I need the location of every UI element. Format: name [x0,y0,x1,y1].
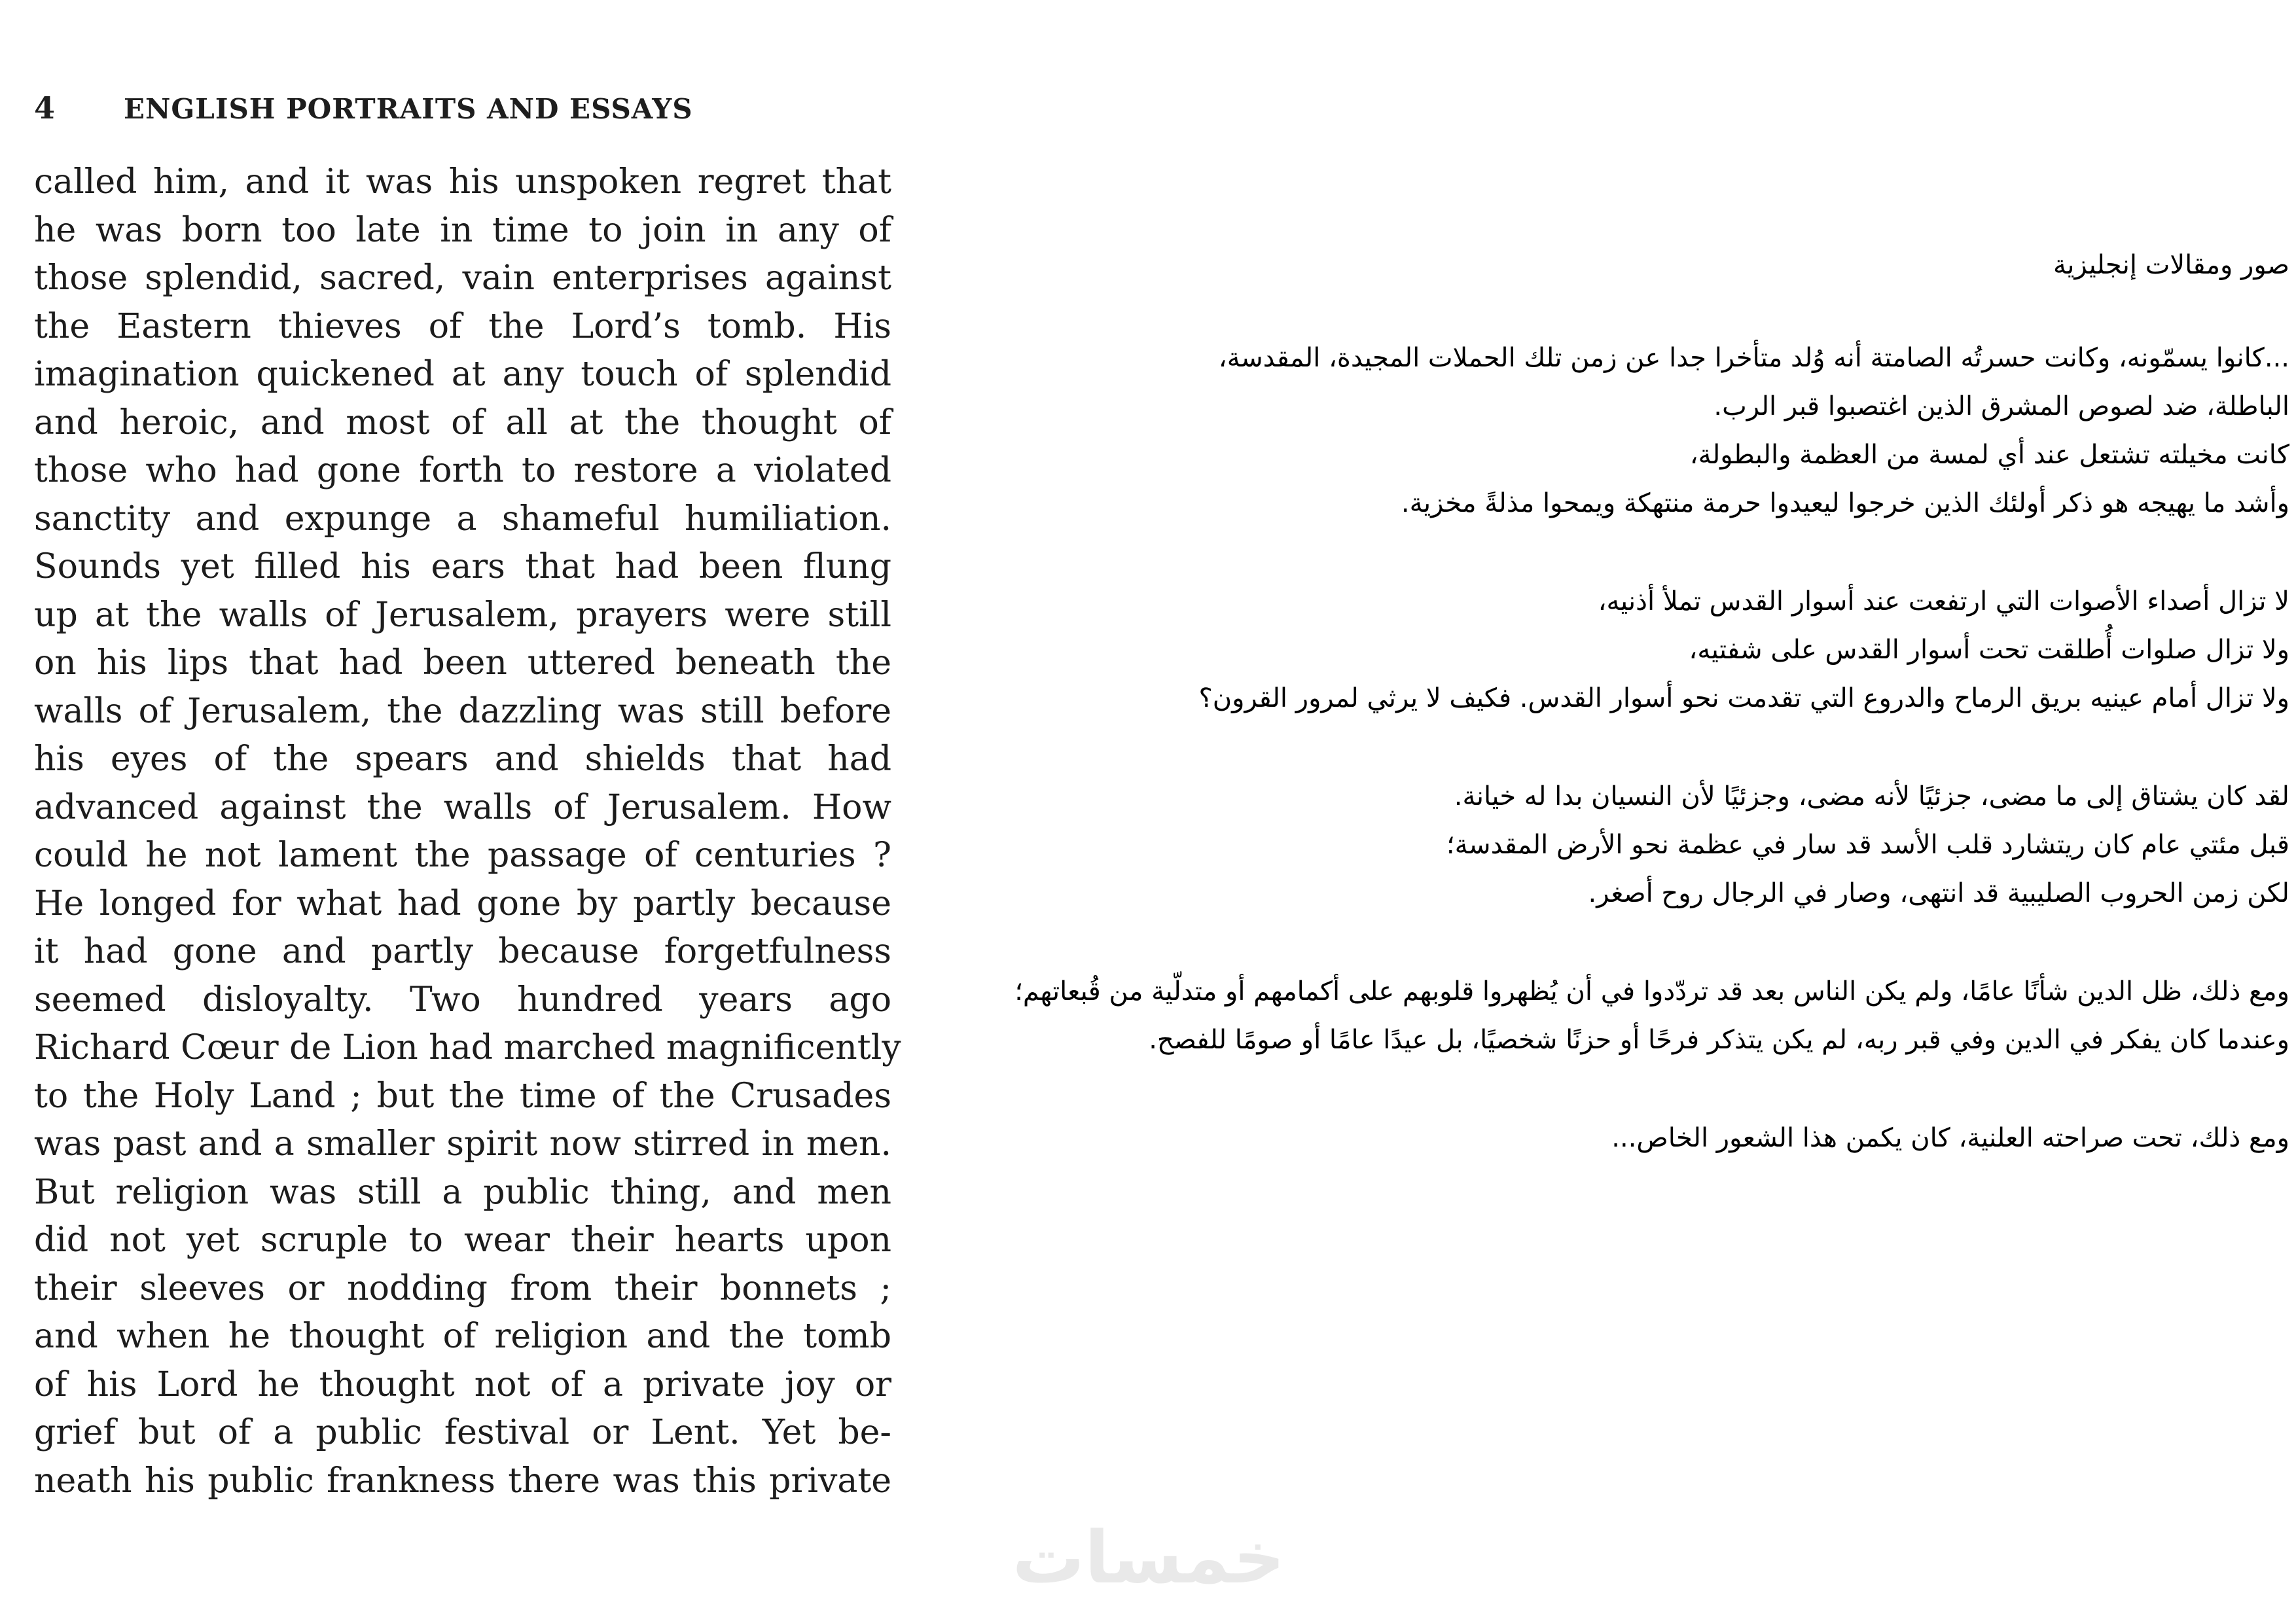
translation-paragraph [902,334,2289,527]
book-text-line: imagination quickened at any touch of splendid [34,355,891,394]
book-text-line: walls of Jerusalem, the dazzling was still before [34,691,891,731]
book-text-line: grief but of a public festival or Lent. Yet be- [34,1413,891,1452]
book-text-line: their sleeves or nodding from their bonnets ; [34,1268,891,1308]
book-text-line: could he not lament the passage of centuries ? [34,836,891,875]
watermark-logo: خمسات [1012,1516,1285,1599]
book-text-body [34,158,901,1505]
book-text-line: his eyes of the spears and shields that had [34,740,891,779]
translation-line: لكن زمن الحروب الصليبية قد انتهى، وصار في الرجال روح أصغر. [1588,878,2289,908]
translation-line: ...كانوا يسمّونه، وكانت حسرتُه الصامتة أنه وُلد متأخرا جدا عن زمن تلك الحملات المجيدة، المقدسة، [1218,343,2289,373]
book-text-line: was past and a smaller spirit now stirred in men. [34,1124,891,1164]
book-text-line: on his lips that had been uttered beneath the [34,643,891,683]
scanned-book-page [34,90,901,1530]
book-text-line: those splendid, sacred, vain enterprises against [34,259,891,298]
page-number: 4 [34,90,56,126]
translation-line: لقد كان يشتاق إلى ما مضى، جزئيًا لأنه مضى، وجزئيًا لأن النسيان بدا له خيانة. [1454,781,2289,812]
translation-line: قبل مئتي عام كان ريتشارد قلب الأسد قد سار في عظمة نحو الأرض المقدسة؛ [1446,830,2289,860]
translation-line: ومع ذلك، تحت صراحته العلنية، كان يكمن هذا الشعور الخاص... [1611,1123,2289,1153]
book-text-line: He longed for what had gone by partly because [34,883,891,923]
running-title: ENGLISH PORTRAITS AND ESSAYS [124,93,693,125]
translation-body [902,334,2289,1162]
translation-paragraph [902,772,2289,918]
book-text-line: advanced against the walls of Jerusalem. How [34,787,891,827]
translation-line: وعندما كان يفكر في الدين وفي قبر ربه، لم يكن يتذكر فرحًا أو حزنًا شخصيًا، بل عيدًا عامًا أو صومًا للفصح. [1149,1025,2289,1055]
translation-line: وأشد ما يهيجه هو ذكر أولئك الذين خرجوا ليعيدوا حرمة منتهكة ويمحوا مذلةً مخزية. [1401,488,2289,518]
book-text-line: sanctity and expunge a shameful humiliation. [34,499,891,539]
book-text-line: and when he thought of religion and the tomb [34,1317,891,1356]
translation-line: لا تزال أصداء الأصوات التي ارتفعت عند أسوار القدس تملأ أذنيه، [1598,586,2289,616]
book-text-line: Sounds yet filled his ears that had been flung [34,547,891,586]
translation-line: ومع ذلك، ظل الدين شأنًا عامًا، ولم يكن الناس بعد قد تردّدوا في أن يُظهروا قلوبهم على أكمامهم أو متدلّية من قُبعاتهم؛ [1014,976,2289,1007]
book-text-line: he was born too late in time to join in any of [34,210,891,250]
translation-paragraph [902,1114,2289,1162]
arabic-translation [902,242,2289,1212]
book-text-line: of his Lord he thought not of a private joy or [34,1364,891,1404]
running-head [34,90,891,136]
translation-title: صور ومقالات إنجليزية [2053,250,2289,280]
book-text-line: neath his public frankness there was this private [34,1461,891,1501]
book-text-line: up at the walls of Jerusalem, prayers were still [34,595,891,635]
translation-paragraph [902,967,2289,1064]
book-text-line: it had gone and partly because forgetfulness [34,932,891,971]
book-text-line: Richard Cœur de Lion had marched magnificently [34,1028,901,1067]
translation-line: ولا تزال صلوات أُطلقت تحت أسوار القدس على شفتيه، [1689,635,2289,665]
translation-line: الباطلة، ضد لصوص المشرق الذين اغتصبوا قبر الرب. [1713,391,2289,421]
book-text-line: the Eastern thieves of the Lord’s tomb. His [34,306,891,346]
translation-paragraph [902,577,2289,722]
translation-line: ولا تزال أمام عينيه بريق الرماح والدروع التي تقدمت نحو أسوار القدس. فكيف لا يرثي لمرور القرون؟ [1198,683,2289,713]
book-text-line: did not yet scruple to wear their hearts upon [34,1221,891,1260]
book-text-line: seemed disloyalty. Two hundred years ago [34,980,891,1020]
book-text-line: But religion was still a public thing, and men [34,1172,891,1212]
translation-line: كانت مخيلته تشتعل عند أي لمسة من العظمة والبطولة، [1689,440,2289,470]
book-text-line: those who had gone forth to restore a violated [34,451,891,490]
book-text-line: to the Holy Land ; but the time of the Crusades [34,1076,891,1116]
book-text-line: and heroic, and most of all at the thought of [34,402,891,442]
book-text-line: called him, and it was his unspoken regret that [34,162,891,202]
